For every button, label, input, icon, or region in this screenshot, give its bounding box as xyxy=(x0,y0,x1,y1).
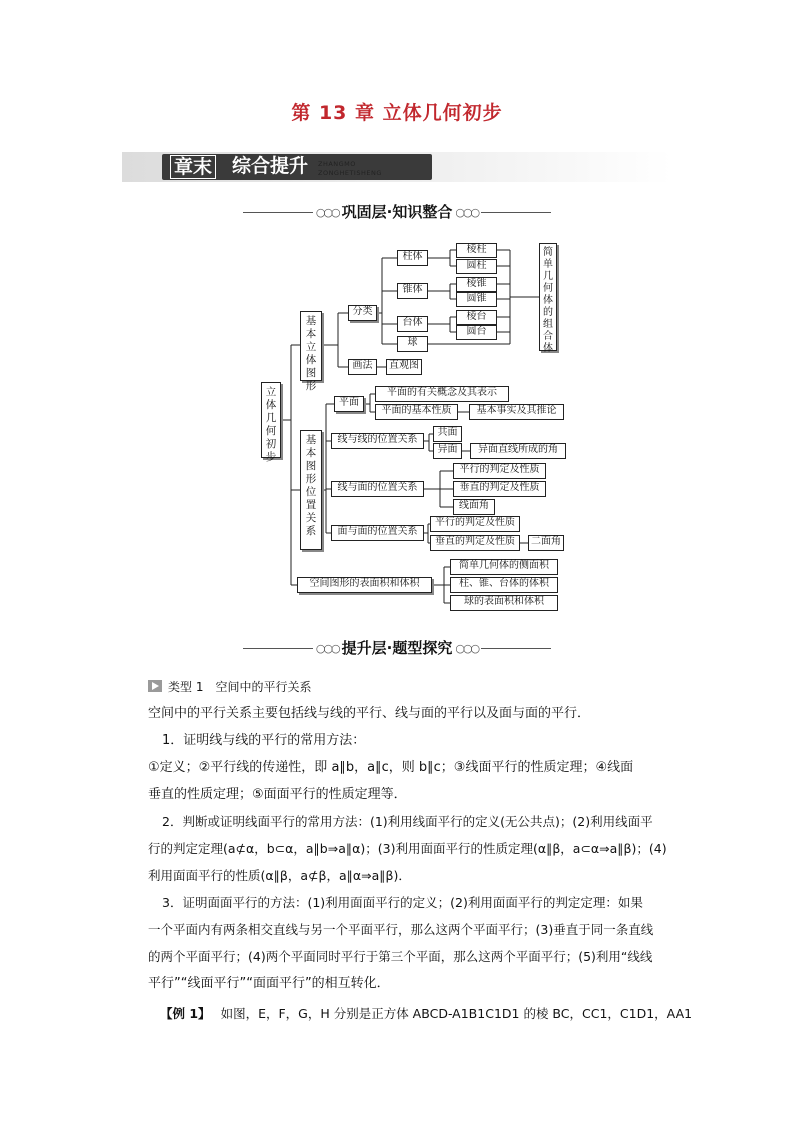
map-prism-body: 柱体 xyxy=(397,250,428,266)
item2-line1: 2．判断或证明线面平行的常用方法：(1)利用线面平行的定义(无公共点)；(2)利用线面平 xyxy=(162,814,653,829)
divider-line xyxy=(481,648,551,649)
map-basic-solids: 基本立体图形 xyxy=(300,311,322,381)
section-promotion-title: 提升层·题型探究 xyxy=(341,639,453,657)
map-basic-relations: 基本图形位置关系 xyxy=(300,430,322,550)
map-plane-concepts: 平面的有关概念及其表示 xyxy=(375,386,509,402)
intro-paragraph: 空间中的平行关系主要包括线与线的平行、线与面的平行以及面与面的平行． xyxy=(148,706,591,721)
rings-icon: ○○○ xyxy=(315,206,339,219)
map-line-plane: 线与面的位置关系 xyxy=(331,481,424,497)
item1-title: 1．证明线与线的平行的常用方法： xyxy=(162,733,366,748)
map-dihedral: 二面角 xyxy=(528,535,564,551)
map-frustum-body: 台体 xyxy=(397,316,428,332)
item1-line2: 垂直的性质定理；⑤面面平行的性质定理等． xyxy=(148,787,407,802)
rings-icon: ○○○ xyxy=(455,206,479,219)
play-triangle-icon xyxy=(148,680,162,692)
rings-icon: ○○○ xyxy=(455,642,479,655)
map-cone-frustum: 圆台 xyxy=(456,325,497,340)
section-consolidation-title: 巩固层·知识整合 xyxy=(341,203,453,221)
divider-line xyxy=(243,648,313,649)
map-frustum: 棱台 xyxy=(456,310,497,325)
map-cone: 圆锥 xyxy=(456,292,497,307)
banner-pinyin-1: ZHANGMO xyxy=(318,160,356,168)
map-skew-angle: 异面直线所成的角 xyxy=(470,443,566,459)
section-promotion xyxy=(0,637,794,658)
map-pp-perp: 垂直的判定及性质 xyxy=(430,535,520,551)
map-line-line: 线与线的位置关系 xyxy=(331,433,424,449)
map-composite: 简单几何体的组合体 xyxy=(539,243,557,351)
example-1 xyxy=(160,1003,695,1024)
map-plane-plane: 面与面的位置关系 xyxy=(331,525,424,541)
map-plane-props: 平面的基本性质 xyxy=(375,404,458,420)
example-text: 如图，E，F，G，H 分别是正方体 ABCD-A1B1C1D1 的棱 BC，CC1，C1D1，AA1 xyxy=(220,1006,693,1021)
banner-label-b: 综合提升 xyxy=(232,155,309,177)
map-coplanar: 共面 xyxy=(433,426,462,442)
map-prism: 棱柱 xyxy=(456,243,497,258)
map-intuitive: 直观图 xyxy=(386,359,422,375)
item3-line1: 3．证明面面平行的方法：(1)利用面面平行的定义；(2)利用面面平行的判定定理：如果 xyxy=(162,895,643,910)
map-lp-parallel: 平行的判定及性质 xyxy=(453,463,546,479)
map-pyramid: 棱锥 xyxy=(456,277,497,292)
map-pyramid-body: 锥体 xyxy=(397,283,428,299)
rings-icon: ○○○ xyxy=(315,642,339,655)
map-classify: 分类 xyxy=(348,305,377,321)
map-facts: 基本事实及其推论 xyxy=(469,404,564,420)
item3-line4: 平行”“线面平行”“面面平行”的相互转化． xyxy=(148,976,390,991)
example-label: 【例 1】 xyxy=(160,1006,211,1021)
type-label: 类型 1 空间中的平行关系 xyxy=(168,680,312,694)
map-sphere: 球 xyxy=(397,336,428,352)
map-drawing: 画法 xyxy=(348,359,377,375)
item1-line1: ①定义；②平行线的传递性，即 a∥b，a∥c，则 b∥c；③线面平行的性质定理；④线面 xyxy=(148,760,634,775)
map-cylinder: 圆柱 xyxy=(456,259,497,274)
map-sphere-area-volume: 球的表面积和体积 xyxy=(450,595,558,611)
map-plane: 平面 xyxy=(334,396,364,412)
map-lp-angle: 线面角 xyxy=(453,499,495,515)
map-pp-parallel: 平行的判定及性质 xyxy=(430,516,520,532)
item3-line2: 一个平面内有两条相交直线与另一个平面平行，那么这两个平面平行；(3)垂直于同一条直线 xyxy=(148,922,654,937)
map-skew: 异面 xyxy=(433,443,462,459)
map-side-area: 简单几何体的侧面积 xyxy=(450,559,558,575)
banner-pinyin-2: ZONGHETISHENG xyxy=(318,169,382,177)
chapter-title: 第 13 章 立体几何初步 xyxy=(291,102,503,124)
banner-label-a: 章末 xyxy=(170,155,216,179)
map-volumes: 柱、锥、台体的体积 xyxy=(450,577,558,593)
item2-line3: 利用面面平行的性质(α∥β，a⊄β，a∥α⇒a∥β)． xyxy=(148,868,411,883)
map-root: 立体几何初步 xyxy=(261,382,281,458)
map-area-volume: 空间图形的表面积和体积 xyxy=(297,577,432,593)
item3-line3: 的两个平面平行；(4)两个平面同时平行于第三个平面，那么这两个平面平行；(5)利用“线线 xyxy=(148,949,653,964)
map-lp-perp: 垂直的判定及性质 xyxy=(453,481,546,497)
type-heading xyxy=(148,677,688,698)
item2-line2: 行的判定定理(a⊄α，b⊂α，a∥b⇒a∥α)；(3)利用面面平行的性质定理(α∥β，a⊂α⇒a∥β)；(4) xyxy=(148,841,667,856)
